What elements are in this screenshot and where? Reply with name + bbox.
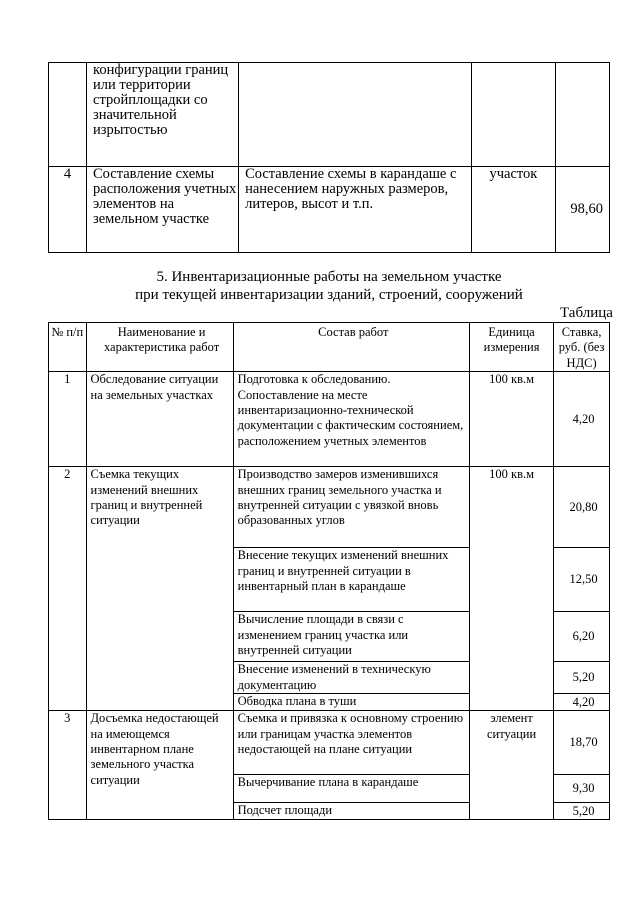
table-row: [49, 372, 610, 467]
work-composition: Составление схемы в карандаше с нанесением наружных размеров, литеров, высот и т.п.: [239, 167, 472, 253]
work-name: Составление схемы расположения учетных элементов на земельном участке: [87, 167, 239, 253]
unit: участок: [472, 167, 555, 253]
section-title-line2: при текущей инвентаризации зданий, строений, сооружений: [135, 287, 523, 303]
rate: [555, 63, 609, 167]
rate: 12,50: [554, 548, 610, 612]
table-header-row: [49, 323, 610, 372]
work-composition: Производство замеров изменившихся внешних границ земельного участка и внутренней ситуации с увязкой вновь образованных углов: [233, 467, 469, 548]
rate: 20,80: [554, 467, 610, 548]
work-composition: Обводка плана в туши: [233, 694, 469, 711]
row-number: 3: [49, 711, 87, 820]
header-rate: Ставка, руб. (без НДС): [554, 323, 610, 372]
work-name: конфигурации границ или территории стройплощадки со значительной изрытостью: [87, 63, 239, 167]
rate: 5,20: [554, 803, 610, 820]
rate: 4,20: [554, 694, 610, 711]
table-row: [49, 467, 610, 548]
continuation-table: [48, 62, 610, 253]
unit: 100 кв.м: [469, 372, 553, 467]
work-name: Досъемка недостающей на имеющемся инвентарном плане земельного участка ситуации: [86, 711, 233, 820]
unit: элемент ситуации: [469, 711, 553, 820]
rate: 98,60: [555, 167, 609, 253]
table-row: [49, 63, 610, 167]
rate: 4,20: [554, 372, 610, 467]
work-name: Обследование ситуации на земельных участках: [86, 372, 233, 467]
work-composition: Подсчет площади: [233, 803, 469, 820]
table-row: [49, 711, 610, 775]
work-composition: Съемка и привязка к основному строению или границам участка элементов недостающей на плане ситуации: [233, 711, 469, 775]
work-composition: Вычерчивание плана в карандаше: [233, 775, 469, 803]
rate: 6,20: [554, 612, 610, 662]
unit: 100 кв.м: [469, 467, 553, 711]
table-label: Таблица: [560, 305, 613, 321]
work-composition: [239, 63, 472, 167]
rate: 9,30: [554, 775, 610, 803]
unit: [472, 63, 555, 167]
work-composition: Внесение изменений в техническую документацию: [233, 662, 469, 694]
row-number: 1: [49, 372, 87, 467]
work-composition: Вычисление площади в связи с изменением границ участка или внутренней ситуации: [233, 612, 469, 662]
header-work: Состав работ: [233, 323, 469, 372]
header-unit: Единица измерения: [469, 323, 553, 372]
rates-table: [48, 322, 610, 820]
header-name: Наименование и характеристика работ: [86, 323, 233, 372]
rate: 5,20: [554, 662, 610, 694]
section-title-line1: 5. Инвентаризационные работы на земельном участке: [156, 269, 502, 285]
row-number: [49, 63, 87, 167]
work-composition: Внесение текущих изменений внешних границ и внутренней ситуации в инвентарный план в карандаше: [233, 548, 469, 612]
table-row: [49, 167, 610, 253]
work-composition: Подготовка к обследованию. Сопоставление на месте инвентаризационно-технической документации с фактическим состоянием, расположением учетных элементов: [233, 372, 469, 467]
header-num: № п/п: [49, 323, 87, 372]
rate: 18,70: [554, 711, 610, 775]
row-number: 2: [49, 467, 87, 711]
work-name: Съемка текущих изменений внешних границ и внутренней ситуации: [86, 467, 233, 711]
row-number: 4: [49, 167, 87, 253]
